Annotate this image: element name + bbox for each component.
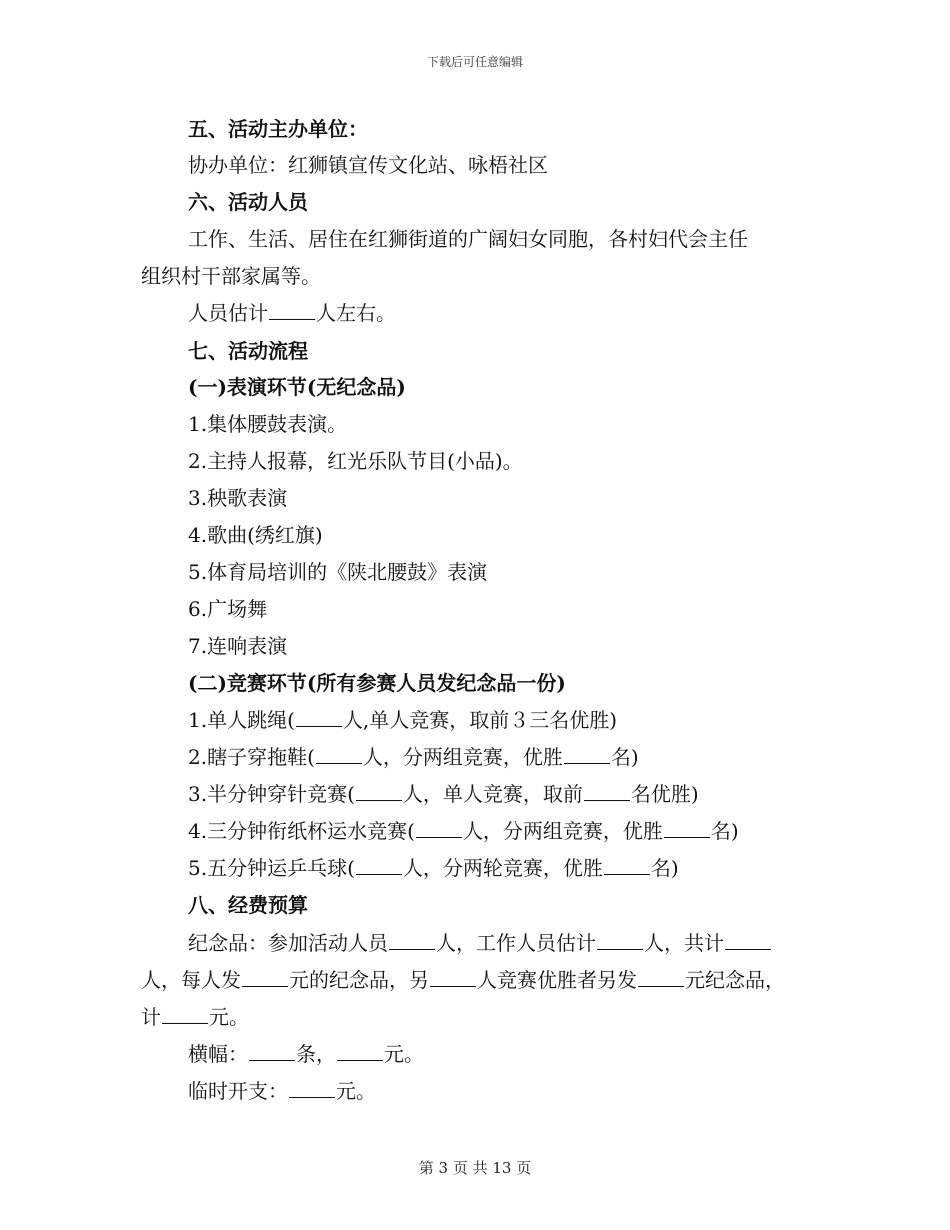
cohost-line: 协办单位：红狮镇宣传文化站、咏梧社区 <box>188 153 548 177</box>
performance-item: 6.广场舞 <box>188 597 268 621</box>
text: 人左右。 <box>316 301 396 325</box>
participants-paragraph-1-cont: 组织村干部家属等。 <box>141 264 321 288</box>
budget-souvenir-cont <box>141 968 785 992</box>
performance-item: 7.连响表演 <box>188 634 288 658</box>
blank-field <box>584 782 630 801</box>
blank-field <box>356 782 402 801</box>
section-7-title: 七、活动流程 <box>188 339 308 363</box>
performance-item: 2.主持人报幕，红光乐队节目(小品)。 <box>188 449 523 473</box>
text: 人，共计 <box>644 931 724 955</box>
blank-field <box>564 745 610 764</box>
budget-misc <box>188 1079 376 1103</box>
blank-field <box>604 856 650 875</box>
text: 临时开支： <box>188 1079 288 1103</box>
text: 名) <box>610 745 639 769</box>
text: 人员估计 <box>188 301 268 325</box>
text: 元。 <box>384 1042 424 1066</box>
text: 元的纪念品，另 <box>289 968 429 992</box>
text: 人，分两轮竞赛，优胜 <box>402 856 603 880</box>
competition-item <box>188 708 617 732</box>
blank-field <box>242 968 288 987</box>
competition-item <box>188 819 739 843</box>
performance-item: 5.体育局培训的《陕北腰鼓》表演 <box>188 560 488 584</box>
blank-field <box>638 968 684 987</box>
participants-paragraph-1: 工作、生活、居住在红狮街道的广阔妇女同胞，各村妇代会主任 <box>188 227 748 251</box>
text: 人竞赛优胜者另发 <box>477 968 637 992</box>
text: 名优胜) <box>630 782 699 806</box>
text: 人，工作人员估计 <box>436 931 596 955</box>
text: 元。 <box>209 1005 249 1029</box>
blank-field <box>416 819 462 838</box>
blank-field <box>296 708 342 727</box>
blank-field <box>664 819 710 838</box>
blank-field <box>316 745 362 764</box>
blank-field <box>389 931 435 950</box>
sub-section-competition: (二)竞赛环节(所有参赛人员发纪念品一份) <box>188 671 566 695</box>
blank-field <box>430 968 476 987</box>
text: 计 <box>141 1005 161 1029</box>
text: 名) <box>710 819 739 843</box>
sub-section-performance: (一)表演环节(无纪念品) <box>188 375 406 399</box>
text: 4.三分钟衔纸杯运水竞赛( <box>188 819 415 843</box>
text: 人,单人竞赛，取前３三名优胜) <box>342 708 618 732</box>
performance-item: 1.集体腰鼓表演。 <box>188 412 348 436</box>
blank-field <box>269 301 315 320</box>
budget-souvenir-total <box>141 1005 249 1029</box>
text: 条， <box>296 1042 336 1066</box>
blank-field <box>356 856 402 875</box>
text: 人，分两组竞赛，优胜 <box>362 745 563 769</box>
text: 元纪念品， <box>685 968 785 992</box>
performance-item: 3.秧歌表演 <box>188 486 288 510</box>
text: 人，单人竞赛，取前 <box>402 782 583 806</box>
text: 2.瞎子穿拖鞋( <box>188 745 315 769</box>
text: 5.五分钟运乒乓球( <box>188 856 355 880</box>
blank-field <box>289 1079 335 1098</box>
blank-field <box>597 931 643 950</box>
competition-item <box>188 745 639 769</box>
page-header: 下载后可任意编辑 <box>426 55 523 69</box>
section-8-title: 八、经费预算 <box>188 893 308 917</box>
text: 名) <box>650 856 679 880</box>
text: 3.半分钟穿针竞赛( <box>188 782 355 806</box>
text: 元。 <box>336 1079 376 1103</box>
text: 人，分两组竞赛，优胜 <box>462 819 663 843</box>
budget-souvenir <box>188 931 772 955</box>
section-5-title: 五、活动主办单位： <box>188 117 368 141</box>
text: 横幅： <box>188 1042 248 1066</box>
participants-estimate <box>188 301 396 325</box>
blank-field <box>337 1042 383 1061</box>
section-6-title: 六、活动人员 <box>188 190 308 214</box>
text: 纪念品：参加活动人员 <box>188 931 388 955</box>
text: 1.单人跳绳( <box>188 708 295 732</box>
page-footer: 第 3 页 共 13 页 <box>418 1159 532 1177</box>
budget-banner <box>188 1042 424 1066</box>
performance-item: 4.歌曲(绣红旗) <box>188 523 323 547</box>
competition-item <box>188 856 679 880</box>
text: 人，每人发 <box>141 968 241 992</box>
blank-field <box>725 931 771 950</box>
competition-item <box>188 782 699 806</box>
blank-field <box>249 1042 295 1061</box>
blank-field <box>162 1005 208 1024</box>
